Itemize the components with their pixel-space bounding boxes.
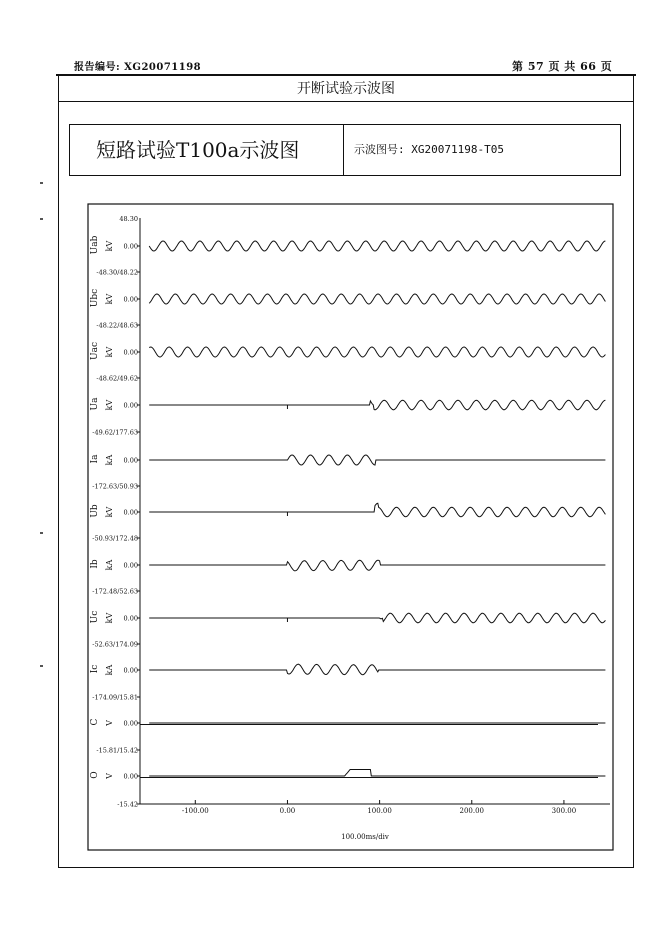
test-title: 短路试验T100a示波图: [70, 125, 344, 175]
channel-zero-label: 0.00: [123, 772, 138, 781]
channel-zero-label: 0.00: [123, 295, 138, 304]
section-title: 开断试验示波图: [59, 76, 633, 102]
channel-zero-label: 0.00: [123, 348, 138, 357]
channel-name: Ua: [90, 397, 100, 411]
channel-name: C: [90, 718, 100, 726]
channel-name: Ia: [90, 454, 100, 464]
page-info: 第 57 页 共 66 页: [512, 60, 613, 73]
x-tick-label: 200.00: [459, 807, 485, 815]
channel-zero-label: 0.00: [123, 456, 138, 465]
channel-zero-label: 0.00: [123, 666, 138, 675]
channel-unit: kV: [105, 240, 114, 252]
channel-name: Ic: [90, 664, 100, 674]
channel-top-label: 48.30: [119, 215, 138, 223]
channel-unit: kA: [105, 664, 114, 676]
channel-zero-label: 0.00: [123, 401, 138, 410]
channel-unit: kA: [105, 454, 114, 466]
plot-frame: [88, 204, 613, 850]
channel-name: Ib: [90, 559, 100, 569]
channel-boundary-label: -172.63/50.93: [92, 482, 138, 491]
channel-unit: kV: [105, 612, 114, 624]
waveform-Ic: [149, 664, 605, 675]
channel-zero-label: 0.00: [123, 242, 138, 251]
channel-boundary-label: -48.62/49.62: [96, 374, 138, 383]
channel-zero-label: 0.00: [123, 719, 138, 728]
waveform-O: [149, 770, 605, 777]
channel-zero-label: 0.00: [123, 561, 138, 570]
channel-name: Uac: [90, 342, 100, 360]
x-axis-label: 100.00ms/div: [341, 833, 389, 841]
waveform-Ua: [149, 400, 605, 410]
channel-unit: kV: [105, 399, 114, 411]
waveform-Ub: [149, 503, 605, 516]
channel-zero-label: 0.00: [123, 508, 138, 517]
channel-unit: kV: [105, 293, 114, 305]
channel-name: Uc: [90, 610, 100, 624]
channel-unit: kA: [105, 559, 114, 571]
waveform-Ib: [149, 560, 605, 571]
channel-boundary-label: -49.62/177.63: [92, 428, 138, 437]
channel-unit: kV: [105, 506, 114, 518]
channel-boundary-label: -172.48/52.63: [92, 587, 138, 596]
channel-boundary-label: -48.22/48.63: [96, 321, 138, 330]
channel-name: Ub: [90, 504, 100, 518]
x-tick-label: -100.00: [181, 807, 209, 815]
waveform-Uac: [149, 347, 605, 357]
channel-boundary-label: -50.93/172.48: [92, 534, 138, 543]
waveform-Uab: [149, 241, 605, 251]
channel-boundary-label: -15.81/15.42: [96, 746, 138, 755]
x-tick-label: 0.00: [279, 807, 296, 815]
channel-boundary-label: -174.09/15.81: [92, 693, 138, 702]
waveform-Uc: [149, 613, 605, 622]
channel-name: Ubc: [90, 288, 100, 308]
channel-zero-label: 0.00: [123, 614, 138, 623]
channel-unit: V: [105, 720, 114, 726]
x-tick-label: 300.00: [551, 807, 577, 815]
figure-number: 示波图号: XG20071198-T05: [354, 143, 504, 156]
channel-unit: kV: [105, 346, 114, 358]
channel-unit: V: [105, 773, 114, 779]
channel-boundary-label: -48.30/48.22: [96, 268, 138, 277]
channel-name: Uab: [90, 235, 100, 255]
report-number: 报告编号: XG20071198: [74, 62, 202, 73]
waveform-Ubc: [149, 294, 605, 304]
waveform-Ia: [149, 455, 605, 465]
channel-boundary-label: -52.63/174.09: [92, 640, 138, 649]
x-tick-label: 100.00: [367, 807, 392, 815]
channel-boundary-label: -15.42: [117, 800, 138, 809]
channel-name: O: [90, 771, 100, 779]
